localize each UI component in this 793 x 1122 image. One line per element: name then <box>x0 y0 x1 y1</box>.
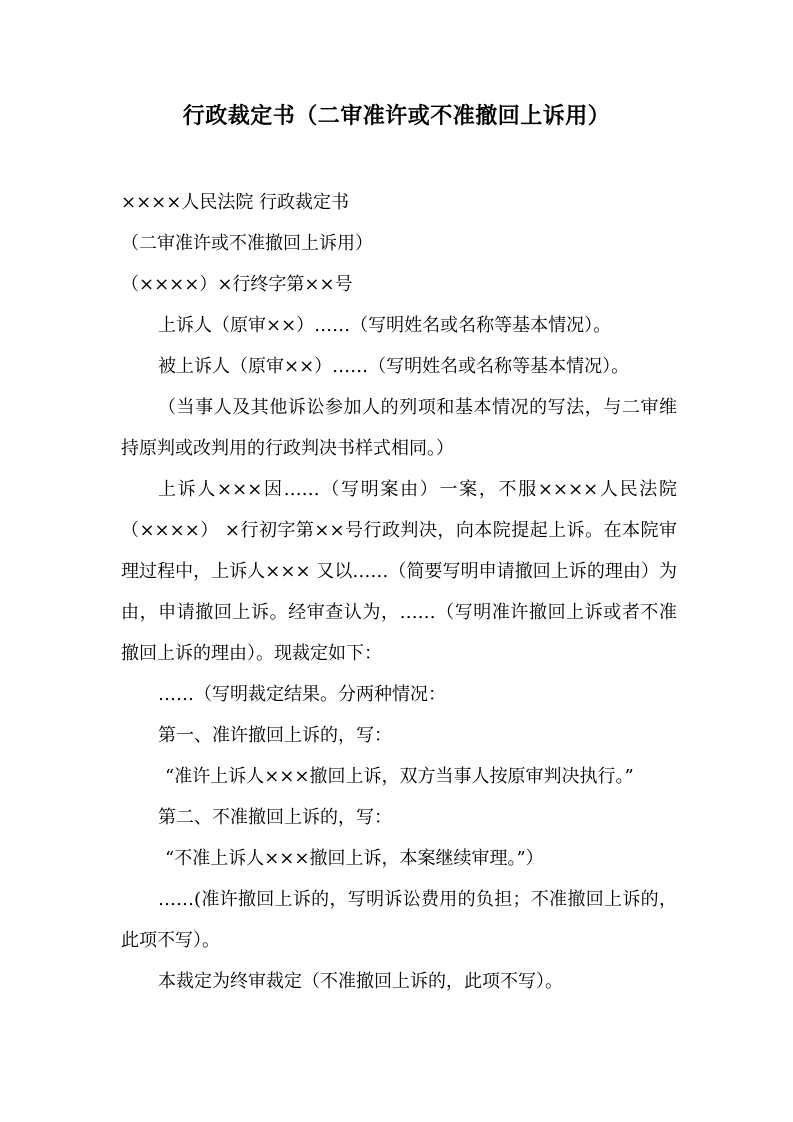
case-one-heading: 第一、准许撤回上诉的，写： <box>158 725 392 746</box>
document-title: 行政裁定书（二审准许或不准撤回上诉用） <box>182 103 611 129</box>
appellant-paragraph: 上诉人（原审××）……（写明姓名或名称等基本情况）。 <box>158 315 612 336</box>
case-one-quote: “准许上诉人×××撤回上诉，双方当事人按原审判决执行。” <box>165 766 634 787</box>
final-ruling-paragraph: 本裁定为终审裁定（不准撤回上诉的，此项不写）。 <box>158 971 563 992</box>
ruling-intro-paragraph: ……（写明裁定结果。分两种情况： <box>158 684 446 705</box>
case-two-heading: 第二、不准撤回上诉的，写： <box>158 807 392 828</box>
court-name-line: ××××人民法院 行政裁定书 <box>121 192 350 213</box>
appellee-paragraph: 被上诉人（原审××）……（写明姓名或名称等基本情况）。 <box>158 356 630 377</box>
case-number-line: （××××）×行终字第××号 <box>121 274 353 295</box>
document-type-line: （二审准许或不准撤回上诉用） <box>121 233 373 254</box>
document-body <box>121 182 677 1002</box>
case-facts-paragraph: 上诉人×××因……（写明案由）一案，不服××××人民法院（××××） ×行初字第××号行政判决，向本院提起上诉。在本院审理过程中，上诉人××× 又以……（简要写明申请撤回上诉的理由）为由，申请撤回上诉。经审查认为，……（写明准许撤回上诉或者不准撤回上诉的理由）。现裁定如下： <box>121 479 677 664</box>
litigation-costs-paragraph: ……(准许撤回上诉的，写明诉讼费用的负担；不准撤回上诉的，此项不写）。 <box>121 889 677 951</box>
parties-note-paragraph: （当事人及其他诉讼参加人的列项和基本情况的写法，与二审维持原判或改判用的行政判决书样式相同。） <box>121 397 677 459</box>
case-two-quote: “不准上诉人×××撤回上诉，本案继续审理。”） <box>165 848 544 869</box>
